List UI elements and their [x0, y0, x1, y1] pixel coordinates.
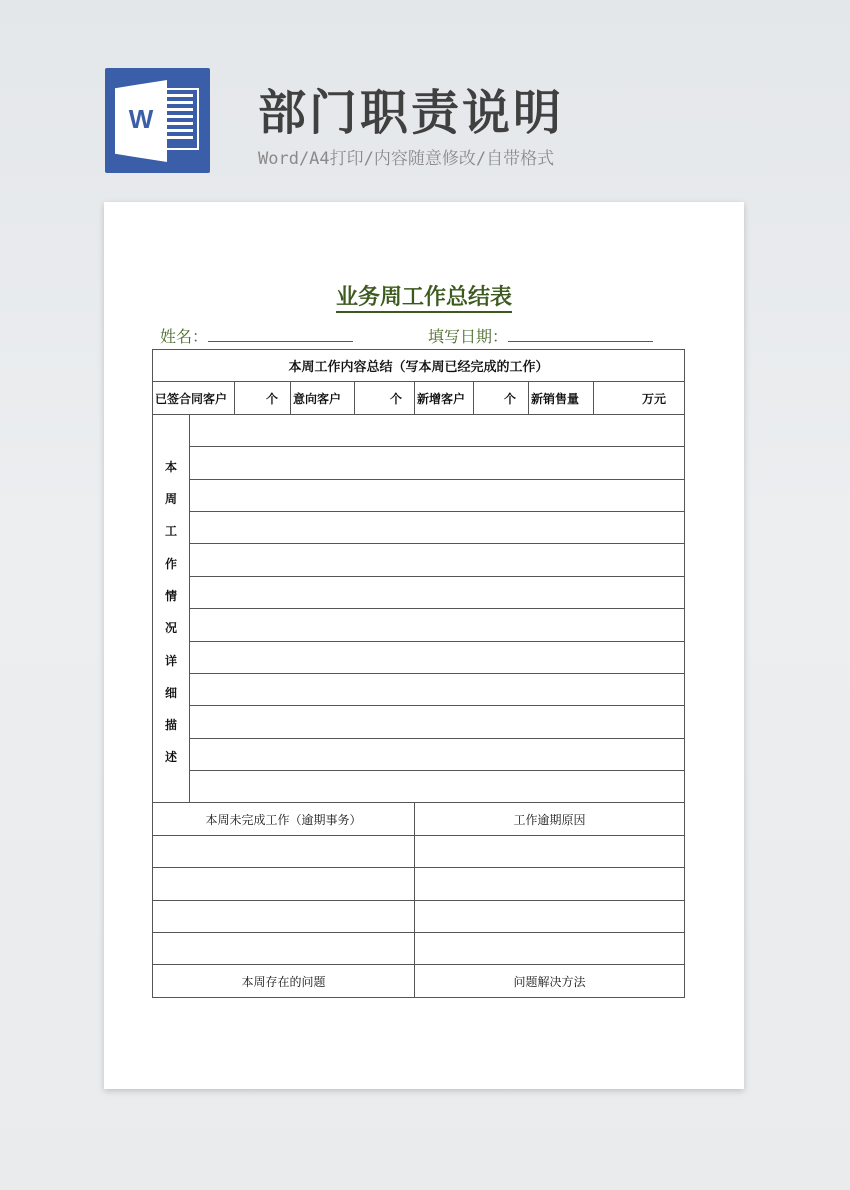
detail-row — [153, 414, 685, 446]
overdue-header: 本周未完成工作（逾期事务） — [153, 803, 415, 835]
banner-title: 部门职责说明 — [258, 85, 565, 141]
detail-row — [153, 544, 685, 576]
name-input[interactable] — [208, 328, 353, 342]
detail-row — [153, 771, 685, 803]
metric-value-signed[interactable]: 个 — [235, 382, 291, 414]
metric-label-signed: 已签合同客户 — [153, 382, 235, 414]
detail-row — [153, 447, 685, 479]
overdue-row — [153, 835, 685, 867]
summary-header-row — [153, 350, 685, 382]
detail-cell[interactable] — [190, 673, 685, 705]
metric-label-intent: 意向客户 — [291, 382, 355, 414]
metric-label-new: 新增客户 — [415, 382, 474, 414]
date-field — [428, 324, 653, 347]
overdue-reason-header: 工作逾期原因 — [415, 803, 685, 835]
detail-row — [153, 511, 685, 543]
overdue-reason-cell[interactable] — [415, 933, 685, 965]
detail-row — [153, 738, 685, 770]
detail-side-label: 本 周 工 作 情 况 详 细 描 述 — [153, 414, 190, 803]
overdue-header-row — [153, 803, 685, 835]
document-title: 业务周工作总结表 — [104, 280, 744, 311]
overdue-row — [153, 868, 685, 900]
detail-cell[interactable] — [190, 738, 685, 770]
detail-row — [153, 673, 685, 705]
metric-label-sales: 新销售量 — [529, 382, 594, 414]
problems-header: 本周存在的问题 — [153, 965, 415, 997]
metric-value-sales[interactable]: 万元 — [594, 382, 685, 414]
overdue-task-cell[interactable] — [153, 933, 415, 965]
name-label: 姓名： — [160, 327, 209, 346]
word-icon — [105, 68, 210, 173]
detail-cell[interactable] — [190, 771, 685, 803]
overdue-row — [153, 900, 685, 932]
detail-cell[interactable] — [190, 511, 685, 543]
metric-value-new[interactable]: 个 — [474, 382, 529, 414]
document-page — [104, 202, 744, 1089]
detail-cell[interactable] — [190, 641, 685, 673]
summary-header: 本周工作内容总结（写本周已经完成的工作） — [153, 350, 685, 382]
detail-cell[interactable] — [190, 706, 685, 738]
detail-row — [153, 609, 685, 641]
detail-row — [153, 479, 685, 511]
overdue-task-cell[interactable] — [153, 868, 415, 900]
detail-cell[interactable] — [190, 479, 685, 511]
detail-cell[interactable] — [190, 544, 685, 576]
detail-row — [153, 706, 685, 738]
overdue-row — [153, 933, 685, 965]
overdue-reason-cell[interactable] — [415, 900, 685, 932]
metrics-row — [153, 382, 685, 414]
problems-header-row — [153, 965, 685, 997]
name-field — [160, 324, 353, 347]
overdue-reason-cell[interactable] — [415, 835, 685, 867]
detail-row — [153, 576, 685, 608]
detail-row — [153, 641, 685, 673]
detail-cell[interactable] — [190, 447, 685, 479]
detail-cell[interactable] — [190, 609, 685, 641]
date-label: 填写日期： — [428, 327, 509, 346]
overdue-reason-cell[interactable] — [415, 868, 685, 900]
weekly-summary-table — [152, 349, 685, 998]
date-input[interactable] — [508, 328, 653, 342]
metric-value-intent[interactable]: 个 — [355, 382, 415, 414]
detail-cell[interactable] — [190, 414, 685, 446]
detail-cell[interactable] — [190, 576, 685, 608]
overdue-task-cell[interactable] — [153, 835, 415, 867]
overdue-task-cell[interactable] — [153, 900, 415, 932]
solutions-header: 问题解决方法 — [415, 965, 685, 997]
word-letter: W — [128, 104, 154, 134]
banner-subtitle: Word/A4打印/内容随意修改/自带格式 — [258, 149, 555, 169]
document-lines-icon — [163, 88, 199, 150]
